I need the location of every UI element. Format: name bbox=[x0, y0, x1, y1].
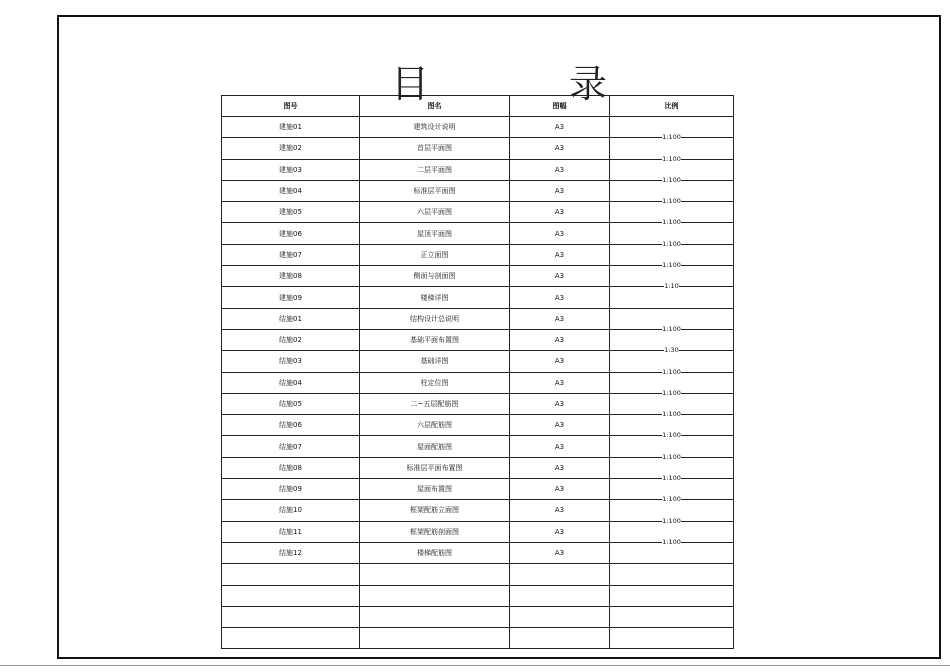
cell-drawing-name: 六层配筋图 bbox=[360, 415, 510, 436]
cell-sheet-size: A3 bbox=[510, 500, 610, 521]
scale-value: 1:100 bbox=[662, 154, 681, 163]
scale-value: 1:100 bbox=[662, 516, 681, 525]
cell-sheet-size: A3 bbox=[510, 372, 610, 393]
cell-sheet-size: A3 bbox=[510, 138, 610, 159]
table-row bbox=[222, 542, 734, 563]
table-row bbox=[222, 180, 734, 201]
table-row bbox=[222, 138, 734, 159]
table-header-row bbox=[222, 96, 734, 117]
scale-value: 1:100 bbox=[662, 388, 681, 397]
table-row bbox=[222, 393, 734, 414]
table-row bbox=[222, 415, 734, 436]
scale-value: 1:100 bbox=[662, 175, 681, 184]
drawing-index-table bbox=[221, 95, 734, 649]
scale-value: 1:100 bbox=[662, 431, 681, 440]
cell-drawing-name: 二~五层配筋图 bbox=[360, 393, 510, 414]
cell-drawing-no: 结施05 bbox=[222, 393, 360, 414]
cell-sheet-size: A3 bbox=[510, 351, 610, 372]
cell-drawing-name: 基础平面布置图 bbox=[360, 329, 510, 350]
cell-sheet-size bbox=[510, 564, 610, 585]
cell-drawing-no: 建施04 bbox=[222, 180, 360, 201]
cell-drawing-name: 建筑设计说明 bbox=[360, 117, 510, 138]
cell-sheet-size: A3 bbox=[510, 308, 610, 329]
cell-drawing-no: 建施08 bbox=[222, 266, 360, 287]
table-row bbox=[222, 266, 734, 287]
table-row bbox=[222, 564, 734, 585]
cell-drawing-no: 建施06 bbox=[222, 223, 360, 244]
cell-drawing-name: 标准层平面布置图 bbox=[360, 457, 510, 478]
scale-value: 1:100 bbox=[662, 537, 681, 546]
table-row bbox=[222, 223, 734, 244]
table-row bbox=[222, 436, 734, 457]
cell-drawing-no: 结施10 bbox=[222, 500, 360, 521]
cell-drawing-no: 建施01 bbox=[222, 117, 360, 138]
cell-sheet-size: A3 bbox=[510, 521, 610, 542]
cell-drawing-name bbox=[360, 606, 510, 627]
cell-drawing-no: 结施04 bbox=[222, 372, 360, 393]
cell-sheet-size: A3 bbox=[510, 202, 610, 223]
table-row bbox=[222, 479, 734, 500]
cell-drawing-no: 结施11 bbox=[222, 521, 360, 542]
header-scale: 比例 bbox=[610, 96, 734, 117]
cell-scale bbox=[610, 282, 734, 308]
header-drawing-name: 图名 bbox=[360, 96, 510, 117]
cell-scale bbox=[610, 628, 734, 649]
cell-sheet-size bbox=[510, 606, 610, 627]
cell-scale bbox=[610, 537, 734, 563]
drawing-sheet bbox=[57, 15, 941, 659]
table-row bbox=[222, 585, 734, 606]
cell-drawing-no: 建施09 bbox=[222, 287, 360, 308]
cell-drawing-no: 建施05 bbox=[222, 202, 360, 223]
cell-sheet-size: A3 bbox=[510, 457, 610, 478]
cell-sheet-size: A3 bbox=[510, 542, 610, 563]
cell-drawing-name: 正立面图 bbox=[360, 244, 510, 265]
cell-drawing-no: 结施12 bbox=[222, 542, 360, 563]
table-row bbox=[222, 308, 734, 329]
cell-sheet-size: A3 bbox=[510, 244, 610, 265]
cell-sheet-size: A3 bbox=[510, 117, 610, 138]
cell-drawing-name: 柱定位图 bbox=[360, 372, 510, 393]
cell-drawing-name: 楼梯配筋图 bbox=[360, 542, 510, 563]
scale-value: 1:100 bbox=[662, 218, 681, 227]
cell-drawing-no bbox=[222, 628, 360, 649]
cell-drawing-no: 结施09 bbox=[222, 479, 360, 500]
table-row bbox=[222, 117, 734, 138]
scale-value: 1:100 bbox=[662, 324, 681, 333]
scale-value: 1:100 bbox=[662, 452, 681, 461]
table-row bbox=[222, 287, 734, 308]
cell-drawing-no: 建施03 bbox=[222, 159, 360, 180]
table-row bbox=[222, 159, 734, 180]
cell-drawing-name: 框架配筋立面图 bbox=[360, 500, 510, 521]
cell-drawing-name: 屋面布置图 bbox=[360, 479, 510, 500]
cell-sheet-size: A3 bbox=[510, 180, 610, 201]
scale-value: 1:100 bbox=[662, 474, 681, 483]
page-bottom-rule bbox=[0, 665, 950, 666]
cell-drawing-name: 首层平面图 bbox=[360, 138, 510, 159]
table-row bbox=[222, 457, 734, 478]
table-row bbox=[222, 606, 734, 627]
cell-drawing-no: 结施06 bbox=[222, 415, 360, 436]
cell-sheet-size: A3 bbox=[510, 266, 610, 287]
cell-drawing-no: 结施01 bbox=[222, 308, 360, 329]
cell-drawing-no: 结施02 bbox=[222, 329, 360, 350]
cell-scale bbox=[610, 564, 734, 585]
title-char-right: 录 bbox=[569, 62, 608, 106]
cell-drawing-name: 屋面配筋图 bbox=[360, 436, 510, 457]
cell-drawing-name: 结构设计总说明 bbox=[360, 308, 510, 329]
cell-drawing-no: 建施07 bbox=[222, 244, 360, 265]
header-sheet-size: 图幅 bbox=[510, 96, 610, 117]
scale-value: 1:100 bbox=[662, 239, 681, 248]
scale-value: 1:100 bbox=[662, 410, 681, 419]
scale-value: 1:100 bbox=[662, 261, 681, 270]
cell-drawing-name: 六层平面图 bbox=[360, 202, 510, 223]
table-row bbox=[222, 500, 734, 521]
cell-sheet-size: A3 bbox=[510, 223, 610, 244]
cell-scale bbox=[610, 606, 734, 627]
cell-drawing-name: 框架配筋剖面图 bbox=[360, 521, 510, 542]
cell-drawing-name: 楼梯详图 bbox=[360, 287, 510, 308]
cell-sheet-size: A3 bbox=[510, 393, 610, 414]
cell-sheet-size bbox=[510, 585, 610, 606]
cell-sheet-size: A3 bbox=[510, 415, 610, 436]
scale-value: 1:100 bbox=[662, 367, 681, 376]
cell-sheet-size bbox=[510, 628, 610, 649]
cell-drawing-no: 结施03 bbox=[222, 351, 360, 372]
cell-sheet-size: A3 bbox=[510, 329, 610, 350]
cell-sheet-size: A3 bbox=[510, 287, 610, 308]
table-body bbox=[222, 117, 734, 649]
cell-drawing-name: 标准层平面图 bbox=[360, 180, 510, 201]
table-row bbox=[222, 329, 734, 350]
table-row bbox=[222, 244, 734, 265]
header-drawing-no: 图号 bbox=[222, 96, 360, 117]
cell-drawing-no: 建施02 bbox=[222, 138, 360, 159]
cell-drawing-name bbox=[360, 628, 510, 649]
cell-drawing-name: 侧面与剖面图 bbox=[360, 266, 510, 287]
cell-drawing-no: 结施07 bbox=[222, 436, 360, 457]
table-row bbox=[222, 521, 734, 542]
cell-sheet-size: A3 bbox=[510, 436, 610, 457]
cell-drawing-no bbox=[222, 585, 360, 606]
title-char-left: 目 bbox=[390, 62, 429, 106]
cell-scale bbox=[610, 585, 734, 606]
scale-value: 1:100 bbox=[662, 197, 681, 206]
cell-drawing-name: 二层平面图 bbox=[360, 159, 510, 180]
table-row bbox=[222, 628, 734, 649]
cell-drawing-no bbox=[222, 606, 360, 627]
scale-value: 1:100 bbox=[662, 495, 681, 504]
cell-drawing-no: 结施08 bbox=[222, 457, 360, 478]
scale-value: 1:100 bbox=[662, 133, 681, 142]
cell-drawing-name: 屋顶平面图 bbox=[360, 223, 510, 244]
cell-sheet-size: A3 bbox=[510, 159, 610, 180]
cell-drawing-name bbox=[360, 564, 510, 585]
scale-value: 1:30 bbox=[664, 346, 679, 355]
cell-drawing-name bbox=[360, 585, 510, 606]
cell-sheet-size: A3 bbox=[510, 479, 610, 500]
cell-drawing-no bbox=[222, 564, 360, 585]
table-row bbox=[222, 202, 734, 223]
table-row bbox=[222, 351, 734, 372]
cell-drawing-name: 基础详图 bbox=[360, 351, 510, 372]
scale-value: 1:10 bbox=[664, 282, 679, 291]
table-row bbox=[222, 372, 734, 393]
